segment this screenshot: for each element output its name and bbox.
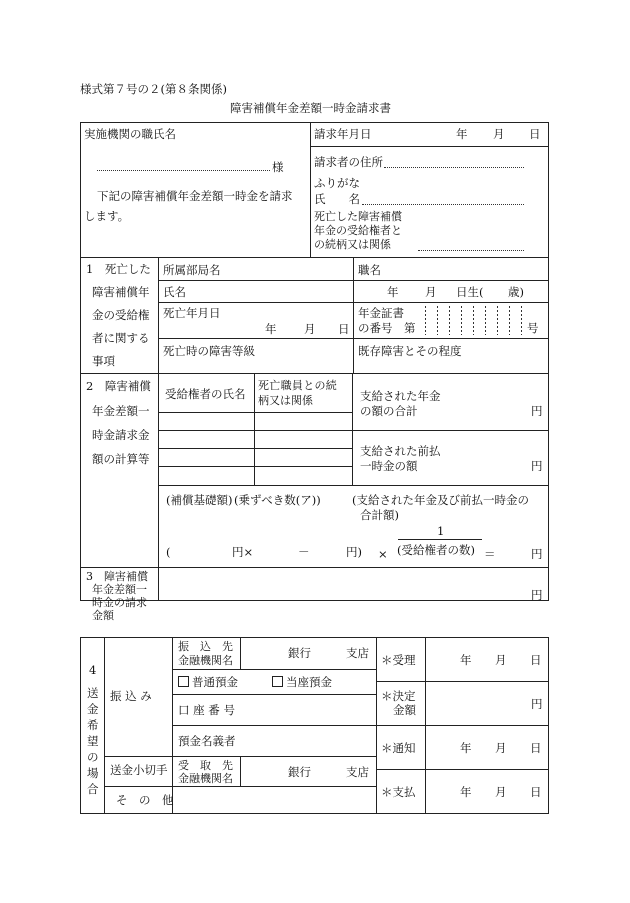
sec2-label-3: 時金請求金 bbox=[92, 428, 150, 442]
calc-base-label: (補償基礎額) bbox=[166, 493, 233, 507]
request-text-line1: 下記の障害補償年金差額一時金を請求 bbox=[97, 189, 293, 203]
notice-label: ＊通知 bbox=[381, 741, 416, 755]
advance-label-2: 一時金の額 bbox=[360, 459, 418, 473]
sec1-label-2: 障害補償年 bbox=[92, 285, 150, 299]
sec3-label-1: 3 障害補償 bbox=[86, 570, 148, 583]
transfer-bank-label-1: 振 込 先 bbox=[178, 640, 233, 653]
receipt-day: 日 bbox=[530, 653, 542, 667]
claim-amount-yen: 円 bbox=[531, 588, 543, 602]
death-year: 年 bbox=[265, 322, 277, 336]
remit-label-5: 望 bbox=[87, 734, 99, 748]
calc-yen-close: 円) bbox=[346, 545, 362, 559]
beneficiary-name-header: 受給権者の氏名 bbox=[165, 387, 246, 401]
death-day: 日 bbox=[338, 322, 350, 336]
remit-label-4: 希 bbox=[87, 718, 99, 732]
remit-label-num: 4 bbox=[89, 663, 97, 677]
position-label: 職名 bbox=[358, 263, 381, 277]
address-label: 請求者の住所 bbox=[314, 155, 383, 169]
birth-age: 歳) bbox=[508, 285, 524, 299]
remit-label-8: 合 bbox=[87, 782, 99, 796]
calc-times: × bbox=[378, 547, 388, 561]
paid-pension-yen: 円 bbox=[531, 404, 543, 418]
payment-year: 年 bbox=[460, 785, 472, 799]
sec1-label-4: 者に関する bbox=[92, 331, 150, 345]
sec1-label-5: 事項 bbox=[92, 354, 115, 368]
advance-yen: 円 bbox=[531, 459, 543, 473]
payment-label: ＊支払 bbox=[381, 785, 416, 799]
remit-label-3: 金 bbox=[87, 702, 99, 716]
beneficiary-relation-header-1: 死亡職員との続 bbox=[258, 379, 338, 392]
calc-multiplier-label: (乗ずべき数(ア)) bbox=[234, 493, 321, 507]
remit-label-2: 送 bbox=[87, 686, 99, 700]
calc-yen: 円 bbox=[531, 547, 543, 561]
remit-label-7: 場 bbox=[87, 766, 99, 780]
calc-numerator: 1 bbox=[437, 524, 445, 538]
birth-year: 年 bbox=[387, 285, 399, 299]
savings-label: 普通預金 bbox=[192, 675, 238, 689]
form-title: 障害補償年金差額一時金請求書 bbox=[230, 101, 391, 115]
sama-suffix: 様 bbox=[272, 160, 284, 174]
recv-bank-suffix: 銀行 bbox=[288, 765, 311, 779]
cert-label-2: の番号 第 bbox=[358, 321, 416, 335]
checking-option[interactable] bbox=[272, 675, 332, 689]
recv-branch-suffix: 支店 bbox=[346, 765, 369, 779]
existing-disability-label: 既存障害とその程度 bbox=[358, 344, 462, 358]
remit-label-6: の bbox=[87, 750, 99, 764]
payment-month: 月 bbox=[495, 785, 507, 799]
calc-yen-times: 円× bbox=[232, 545, 254, 559]
calc-paren-open: ( bbox=[166, 545, 171, 559]
request-date-label: 請求年月日 bbox=[314, 127, 372, 141]
sec2-label-4: 額の計算等 bbox=[92, 452, 150, 466]
beneficiary-relation-header-2: 柄又は関係 bbox=[258, 394, 313, 407]
sec3-label-4: 金額 bbox=[92, 609, 114, 622]
sec1-label-1: 1 死亡した bbox=[86, 262, 151, 276]
address-field[interactable] bbox=[384, 167, 524, 168]
sec2-label-2: 年金差額一 bbox=[92, 404, 150, 418]
dept-label: 所属部局名 bbox=[163, 263, 221, 277]
notice-day: 日 bbox=[530, 741, 542, 755]
decision-label-2: 金額 bbox=[393, 703, 416, 717]
advance-label-1: 支給された前払 bbox=[360, 444, 441, 458]
relation-label-3: の続柄又は関係 bbox=[314, 238, 391, 251]
sec3-label-2: 年金差額一 bbox=[92, 583, 147, 596]
death-month: 月 bbox=[304, 322, 316, 336]
sec3-label-3: 時金の請求 bbox=[92, 596, 147, 609]
savings-checkbox[interactable] bbox=[178, 676, 189, 687]
other-label: そ の 他 bbox=[116, 793, 174, 807]
transfer-bank-suffix: 銀行 bbox=[288, 646, 311, 660]
claimant-name-field[interactable] bbox=[362, 204, 524, 205]
deceased-name-label: 氏名 bbox=[163, 285, 186, 299]
institution-name-field[interactable] bbox=[97, 170, 270, 171]
date-year: 年 bbox=[456, 127, 468, 141]
furigana-label: ふりがな bbox=[314, 176, 360, 190]
cert-label-1: 年金証書 bbox=[358, 306, 404, 320]
institution-label: 実施機関の職氏名 bbox=[84, 127, 176, 141]
calc-total-label-2: 合計額) bbox=[360, 508, 399, 522]
notice-month: 月 bbox=[495, 741, 507, 755]
checking-label: 当座預金 bbox=[286, 675, 332, 689]
paid-pension-label-2: の額の合計 bbox=[360, 404, 418, 418]
relation-label-2: 年金の受給権者と bbox=[314, 224, 402, 237]
claimant-name-label: 氏 名 bbox=[314, 192, 360, 206]
relation-label-1: 死亡した障害補償 bbox=[314, 210, 402, 223]
payment-day: 日 bbox=[530, 785, 542, 799]
decision-yen: 円 bbox=[531, 697, 543, 711]
relation-field[interactable] bbox=[418, 250, 524, 251]
death-date-label: 死亡年月日 bbox=[163, 306, 221, 320]
birth-day: 日生( bbox=[456, 285, 484, 299]
receipt-label: ＊受理 bbox=[381, 653, 416, 667]
request-text-line2: します。 bbox=[84, 209, 130, 223]
checking-checkbox[interactable] bbox=[272, 676, 283, 687]
calc-minus: － bbox=[298, 545, 310, 559]
date-day: 日 bbox=[529, 127, 541, 141]
paid-pension-label-1: 支給された年金 bbox=[360, 389, 441, 403]
account-holder-label: 預金名義者 bbox=[178, 734, 236, 748]
calc-denominator: (受給権者の数) bbox=[397, 543, 475, 557]
grade-label: 死亡時の障害等級 bbox=[163, 344, 255, 358]
form-number: 様式第７号の２(第８条関係) bbox=[80, 82, 227, 96]
transfer-branch-suffix: 支店 bbox=[346, 646, 369, 660]
receipt-year: 年 bbox=[460, 653, 472, 667]
sec1-label-3: 金の受給権 bbox=[92, 308, 150, 322]
date-month: 月 bbox=[493, 127, 505, 141]
account-number-label: 口 座 番 号 bbox=[178, 703, 235, 717]
transfer-bank-label-2: 金融機関名 bbox=[178, 654, 233, 667]
recv-bank-label-1: 受 取 先 bbox=[178, 759, 233, 772]
notice-year: 年 bbox=[460, 741, 472, 755]
receipt-month: 月 bbox=[495, 653, 507, 667]
savings-option[interactable] bbox=[178, 675, 238, 689]
cert-go: 号 bbox=[527, 321, 539, 335]
recv-bank-label-2: 金融機関名 bbox=[178, 772, 233, 785]
sec2-label-1: 2 障害補償 bbox=[86, 379, 151, 393]
transfer-label: 振 込 み bbox=[110, 689, 152, 703]
remit-check-label: 送金小切手 bbox=[110, 763, 168, 777]
birth-month: 月 bbox=[425, 285, 437, 299]
calc-total-label-1: (支給された年金及び前払一時金の bbox=[352, 493, 529, 507]
decision-label-1: ＊決定 bbox=[381, 689, 416, 703]
calc-equals: ＝ bbox=[484, 547, 496, 561]
